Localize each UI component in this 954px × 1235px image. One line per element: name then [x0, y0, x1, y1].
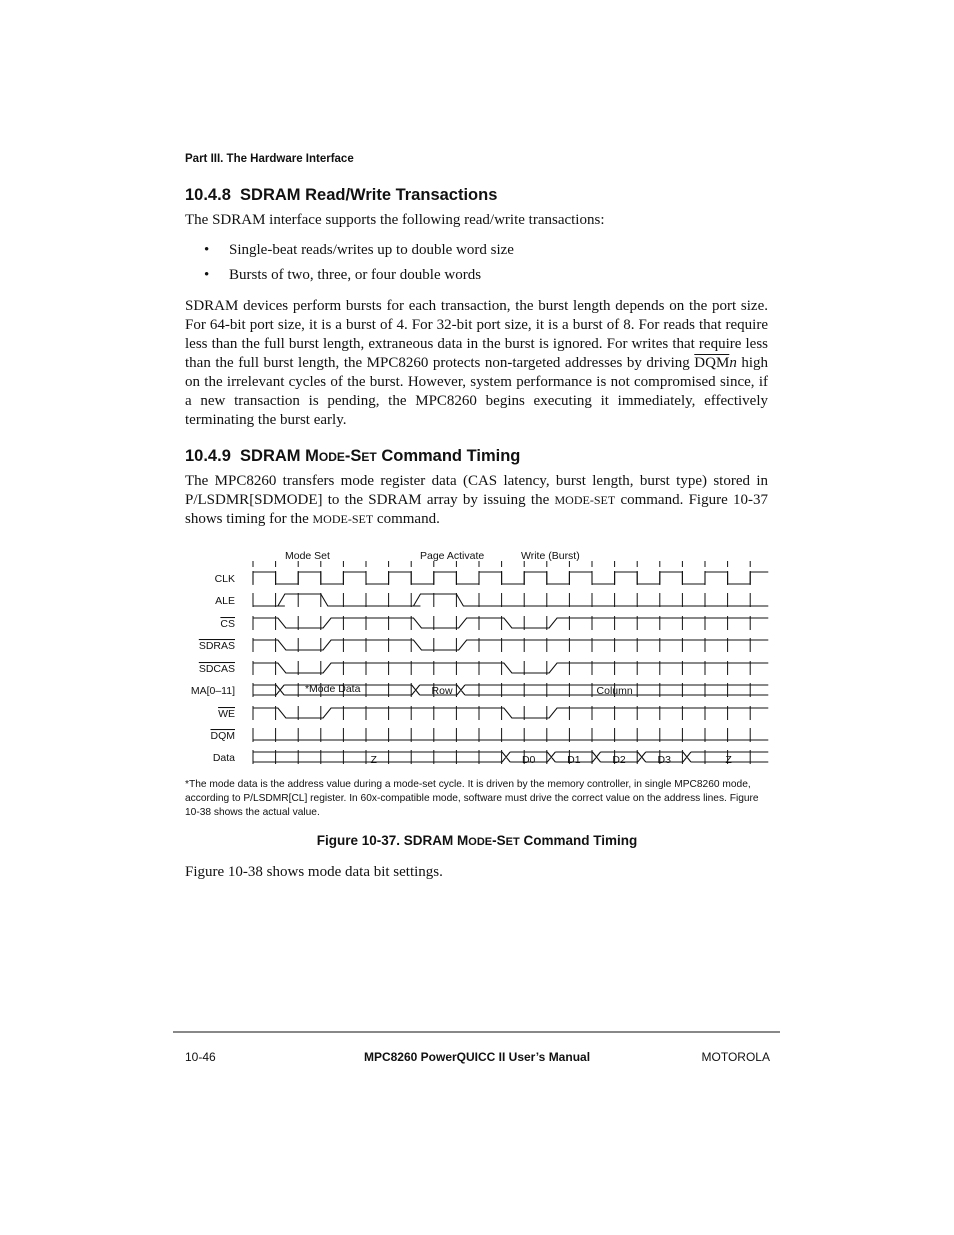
dqm-signal: $\overline{DQM}$: [694, 355, 730, 371]
data-label-d0: D0: [521, 754, 536, 766]
running-header: Part III. The Hardware Interface: [185, 153, 354, 165]
figure-caption: Figure 10-37. SDRAM MODE-SET Command Timing: [316, 833, 638, 848]
sdras-waveform: [253, 640, 768, 650]
mode-set-term: MODE-SET: [554, 493, 616, 507]
page-number: 10-46: [185, 1050, 216, 1064]
signal-label-sdras: SDRAS: [198, 640, 235, 652]
company-name: MOTOROLA: [701, 1050, 770, 1064]
we-waveform: [253, 708, 768, 718]
section-heading-10-4-8: [185, 186, 497, 205]
signal-label-ale: ALE: [215, 595, 235, 607]
signal-label-cs: CS: [220, 618, 235, 630]
section-heading-10-4-9: 10.4.9 SDRAM MODE-SET Command Timing: [185, 447, 521, 465]
section-intro: The SDRAM interface supports the following read/write transactions:: [185, 212, 605, 228]
ma-label-column: Column: [596, 685, 633, 697]
phase-label: Write (Burst): [521, 550, 580, 562]
ma-label-mode-data: *Mode Data: [304, 683, 361, 695]
footer-rule: [173, 1031, 780, 1033]
bullet-item: • Bursts of two, three, or four double words: [204, 267, 482, 283]
data-label-z: Z: [725, 754, 732, 766]
figure-footnote: *The mode data is the address value during a mode-set cycle. It is driven by the memory controller, in single MPC8260 mode, according to P/LSDMR[CL] register. In 60x-compatible mode, software must drive the correct value on the address lines. Figure 10-38 shows the actual value.: [185, 779, 759, 818]
data-label-d1: D1: [567, 754, 581, 766]
signal-label-we: WE: [218, 708, 235, 720]
data-label-z: Z: [370, 754, 377, 766]
manual-title: MPC8260 PowerQUICC II User’s Manual: [363, 1050, 591, 1064]
mode-set-term: MODE-SET: [312, 512, 374, 526]
data-label-d3: D3: [657, 754, 671, 766]
section-number: 10.4.9: [185, 447, 231, 465]
signal-label-clk: CLK: [214, 573, 235, 585]
mode-set-paragraph: The MPC8260 transfers mode register data (CAS latency, burst length, burst type) stored in P/LSDMR[SDMODE] to the SDRAM array by issuing the MODE-SET command. Figure 10-37 shows timing for the MODE-SET command.: [185, 473, 768, 527]
signal-label-ma011: MA[0–11]: [190, 685, 235, 697]
ale-waveform: [253, 594, 768, 606]
burst-paragraph: SDRAM devices perform bursts for each transaction, the burst length depends on the port size. For 64-bit port size, it is a burst of 4. For 32-bit port size, it is a burst of 8. For reads that require less than the full burst length, extraneous data in the burst is ignored. For writes that require less than the full burst length, the MPC8260 protects non-targeted addresses by driving $\overline{DQM}n$ high on the irrelevant cycles of the burst. However, system performance is not compromised since, if a new transaction is pending, the MPC8260 begins executing it immediately, effectively terminating the burst early.: [185, 298, 768, 428]
sdcas-waveform: [253, 663, 768, 673]
bullet-icon: •: [204, 242, 210, 258]
timing-diagram-svg: [180, 545, 780, 770]
bullet-item: • Single-beat reads/writes up to double word size: [204, 242, 514, 258]
bullet-icon: •: [204, 267, 210, 283]
ma-label-row: Row: [431, 685, 453, 697]
signal-label-dqm: DQM: [210, 730, 235, 742]
phase-label: Mode Set: [285, 550, 330, 562]
data-label-d2: D2: [612, 754, 626, 766]
timing-diagram: [180, 545, 780, 770]
signal-label-sdcas: SDCAS: [198, 663, 235, 675]
section-number: 10.4.8: [185, 186, 231, 204]
signal-label-data: Data: [212, 752, 235, 764]
section-title: SDRAM Read/Write Transactions: [240, 186, 498, 204]
phase-label: Page Activate: [420, 550, 485, 562]
closing-paragraph: Figure 10-38 shows mode data bit settings.: [185, 864, 443, 880]
data-bus-waveform: [253, 752, 768, 762]
cs-waveform: [253, 618, 768, 628]
clk-waveform: [253, 572, 768, 584]
